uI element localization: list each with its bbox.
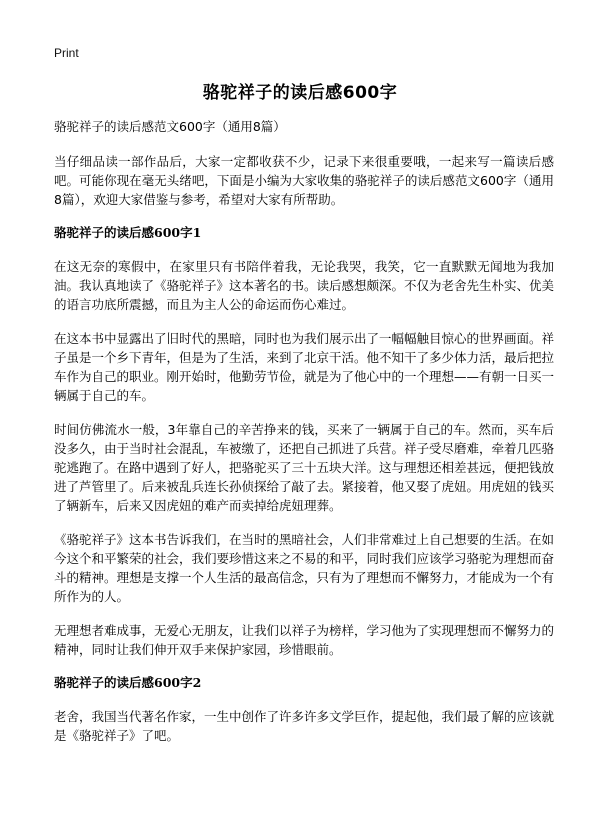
section-paragraph: 时间仿佛流水一般，3年靠自己的辛苦挣来的钱，买来了一辆属于自己的车。然而，买车后没多久，由于当时社会混乱，车被缴了，还把自己抓进了兵营。祥子受尽磨难，牵着几匹骆驼逃跑了。在路中遇到了好人，把骆驼买了三十五块大洋。这与理想还相差甚远，便把钱放进了芦管里了。后来被乱兵连长孙侦探给了敲了去。紧接着，他又娶了虎妞。用虎妞的钱买了辆新车，后来又因虎妞的难产而卖掉给虎妞理葬。 — [54, 422, 555, 513]
page-title: 骆驼祥子的读后感600字 — [202, 83, 398, 103]
section-paragraph: 老舍，我国当代著名作家，一生中创作了许多许多文学巨作，提起他，我们最了解的应该就是《骆驼祥子》了吧。 — [54, 709, 555, 743]
print-link[interactable]: Print — [54, 46, 79, 60]
section-paragraph: 《骆驼祥子》这本书告诉我们，在当时的黑暗社会，人们非常难过上自己想要的生活。在如今这个和平繁荣的社会，我们要珍惜这来之不易的和平，同时我们应该学习骆驼为理想而奋斗的精神。理想是支撑一个人生活的最高信念，只有为了理想而不懈努力，才能成为一个有所作为的人。 — [54, 532, 555, 604]
section-heading: 骆驼祥子的读后感600字2 — [54, 675, 202, 690]
section-paragraph: 在这本书中显露出了旧时代的黑暗，同时也为我们展示出了一幅幅触目惊心的世界画面。祥子虽是一个乡下青年，但是为了生活，来到了北京干活。他不知干了多少体力活，最后把拉车作为自己的职业。刚开始时，他勤劳节俭，就是为了他心中的一个理想——有朝一日买一辆属于自己的车。 — [54, 331, 555, 403]
section-paragraph: 在这无奈的寒假中，在家里只有书陪伴着我，无论我哭，我笑，它一直默默无闻地为我加油。我认真地读了《骆驼祥子》这本著名的书。读后感想颇深。不仅为老舍先生朴实、优美的语言功底所震撼，而且为主人公的命运而伤心难过。 — [54, 259, 555, 312]
intro-paragraph: 当仔细品读一部作品后，大家一定都收获不少，记录下来很重要哦，一起来写一篇读后感吧。可能你现在毫无头绪吧，下面是小编为大家收集的骆驼祥子的读后感范文600字（通用8篇），欢迎大家借鉴与参考，希望对大家有所帮助。 — [54, 154, 554, 207]
article-subtitle: 骆驼祥子的读后感范文600字（通用8篇） — [54, 119, 286, 134]
section-heading: 骆驼祥子的读后感600字1 — [54, 225, 202, 240]
article-body — [54, 118, 554, 760]
section-paragraph: 无理想者难成事，无爱心无朋友，让我们以祥子为榜样，学习他为了实现理想而不懈努力的精神，同时让我们伸开双手来保护家园，珍惜眼前。 — [54, 623, 555, 657]
